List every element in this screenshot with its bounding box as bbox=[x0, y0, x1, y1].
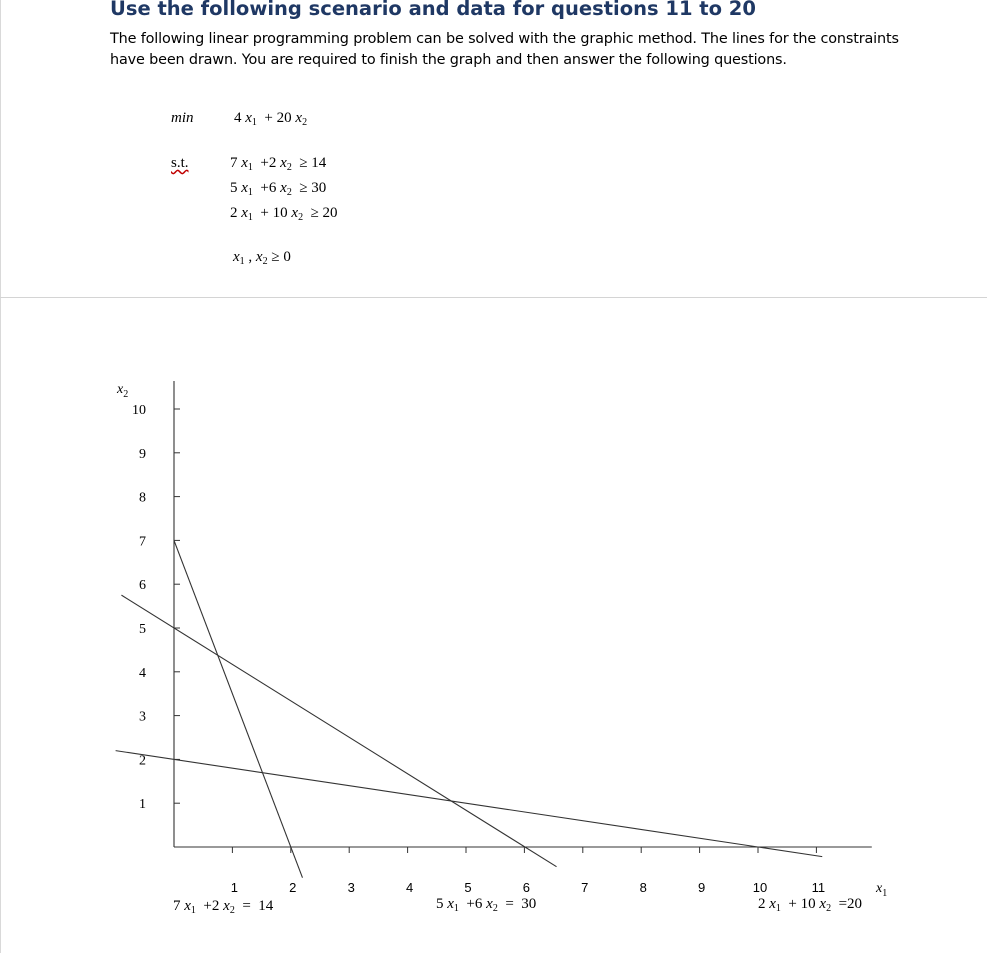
y-tick-label: 2 bbox=[139, 753, 146, 769]
x-tick-label: 5 bbox=[464, 880, 472, 895]
x-tick-label: 10 bbox=[752, 880, 768, 895]
y-tick-label: 6 bbox=[139, 578, 146, 594]
y-tick-label: 1 bbox=[139, 797, 146, 813]
objective-label: min bbox=[171, 110, 194, 126]
intro-paragraph: The following linear programming problem can be solved with the graphic method. The lines for the constraints have been drawn. You are required to finish the graph and then answer the following questions. bbox=[110, 31, 899, 68]
x-tick-label: 7 bbox=[581, 880, 589, 895]
y-tick-label: 4 bbox=[139, 665, 146, 681]
x-tick-label: 1 bbox=[230, 880, 239, 895]
constraint-1: 7 $x_1 +2$ $x_2 \ge 14$ bbox=[230, 155, 327, 173]
constraint-lines bbox=[116, 540, 823, 877]
x-tick-label: 6 bbox=[522, 880, 531, 895]
x-tick-label: 2 bbox=[289, 880, 297, 895]
y-tick-label: 7 bbox=[139, 534, 146, 550]
line-label-1: 7 $x_1 +2$ $x_2 = 14$ bbox=[173, 898, 274, 916]
y-tick-label: 8 bbox=[139, 490, 146, 506]
line-label-3: 2 $x_1 + 10$ $x_2 =20$ bbox=[758, 896, 863, 914]
section-heading: Use the following scenario and data for questions 11 to 20 bbox=[110, 0, 756, 20]
constraint-line-2 bbox=[121, 595, 556, 867]
y-tick-label: 9 bbox=[139, 446, 146, 462]
tick-labels bbox=[116, 382, 887, 899]
y-tick-label: 3 bbox=[139, 709, 146, 725]
nonnegativity-constraint: $x_1$ , $x_2 \ge 0$ bbox=[233, 249, 291, 267]
x-tick-label: 3 bbox=[347, 880, 355, 895]
constraint-line-3 bbox=[116, 751, 823, 857]
y-axis-label: $x_2$ bbox=[117, 382, 129, 400]
constraint-line-1 bbox=[174, 540, 302, 877]
x-axis-label: $x_1$ bbox=[876, 881, 888, 899]
axes bbox=[174, 381, 872, 853]
constraint-2: 5 $x_1 +6$ $x_2 \ge 30$ bbox=[230, 180, 327, 198]
x-tick-label: 8 bbox=[639, 880, 647, 895]
y-tick-label: 5 bbox=[139, 622, 146, 637]
x-tick-label: 9 bbox=[697, 880, 706, 895]
y-tick-label: 10 bbox=[132, 403, 146, 418]
objective-function: 4 $x_1 + 20$ $x_2$ bbox=[234, 110, 308, 128]
constraint-3: 2 $x_1 + 10$ $x_2 \ge 20$ bbox=[230, 205, 338, 223]
line-label-2: 5 $x_1 +6$ $x_2 = 30$ bbox=[436, 896, 537, 914]
constraints-label: s.t. bbox=[171, 155, 189, 171]
x-tick-label: 4 bbox=[405, 880, 414, 895]
x-tick-label: 11 bbox=[811, 880, 826, 895]
